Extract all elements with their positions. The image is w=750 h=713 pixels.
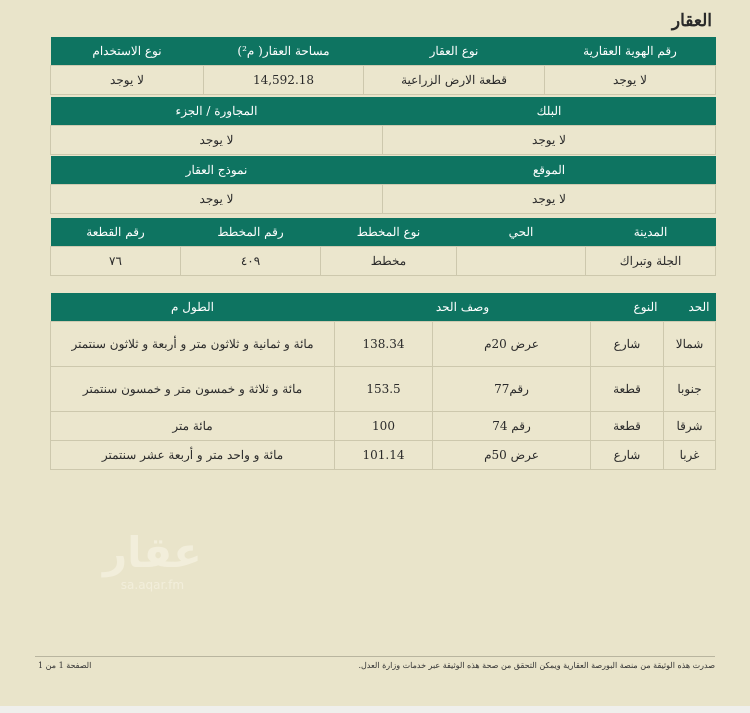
watermark-logo-text: عقار <box>103 528 202 577</box>
value-district <box>457 247 586 276</box>
header-location: الموقع <box>383 156 716 185</box>
footer-note: صدرت هذه الوثيقة من منصة البورصة العقارية ويمكن التحقق من صحة هذه الوثيقة عبر خدمات وزارة العدل. <box>358 661 715 670</box>
header-plan-type: نوع المخطط <box>321 218 457 247</box>
footer-divider <box>35 656 715 657</box>
cell-type: قطعة <box>591 412 664 441</box>
cell-length: 100 <box>335 412 433 441</box>
value-city: الجلة وتبراك <box>586 247 716 276</box>
value-location: لا يوجد <box>383 185 716 214</box>
table-header-row <box>51 218 716 247</box>
cell-description: رقم77 <box>433 367 591 412</box>
table-row <box>51 126 716 155</box>
header-property-area: مساحة العقار( م²) <box>204 37 364 66</box>
value-property-type: قطعة الارض الزراعية <box>364 66 545 95</box>
value-property-id: لا يوجد <box>545 66 716 95</box>
cell-type: شارع <box>591 322 664 367</box>
property-info-table <box>50 37 716 95</box>
table-row <box>51 185 716 214</box>
cell-side: جنوبا <box>664 367 716 412</box>
location-info-table <box>50 156 716 214</box>
table-header-row <box>51 37 716 66</box>
header-property-model: نموذج العقار <box>51 156 383 185</box>
value-plot-number: ٧٦ <box>51 247 181 276</box>
cell-side: شرقا <box>664 412 716 441</box>
table-header-row <box>51 156 716 185</box>
value-property-model: لا يوجد <box>51 185 383 214</box>
table-row <box>51 441 716 470</box>
cell-description: عرض 20م <box>433 322 591 367</box>
header-plot-number: رقم القطعة <box>51 218 181 247</box>
cell-side: شمالا <box>664 322 716 367</box>
cell-type: شارع <box>591 441 664 470</box>
value-plan-number: ٤٠٩ <box>181 247 321 276</box>
header-neighborhood-part: المجاورة / الجزء <box>51 97 383 126</box>
header-city: المدينة <box>586 218 716 247</box>
boundaries-table <box>50 293 716 470</box>
aqar-watermark <box>103 530 202 592</box>
header-property-type: نوع العقار <box>364 37 545 66</box>
value-neighborhood-part: لا يوجد <box>51 126 383 155</box>
header-description: وصف الحد <box>335 293 591 322</box>
header-side: الحد <box>664 293 716 322</box>
block-info-table <box>50 97 716 155</box>
cell-description: رقم 74 <box>433 412 591 441</box>
header-district: الحي <box>457 218 586 247</box>
page-number: الصفحة 1 من 1 <box>38 661 92 670</box>
section-title: العقار <box>671 11 712 31</box>
cell-length-text: مائة متر <box>51 412 335 441</box>
value-property-area: 14,592.18 <box>204 66 364 95</box>
watermark-url: sa.aqar.fm <box>120 578 185 592</box>
cell-length: 138.34 <box>335 322 433 367</box>
table-row <box>51 247 716 276</box>
table-row <box>51 322 716 367</box>
cell-description: عرض 50م <box>433 441 591 470</box>
header-usage-type: نوع الاستخدام <box>51 37 204 66</box>
header-block: البلك <box>383 97 716 126</box>
bottom-edge <box>0 706 750 713</box>
table-row <box>51 367 716 412</box>
cell-length: 153.5 <box>335 367 433 412</box>
header-type: النوع <box>591 293 664 322</box>
cell-side: غربا <box>664 441 716 470</box>
cell-type: قطعة <box>591 367 664 412</box>
value-usage-type: لا يوجد <box>51 66 204 95</box>
header-plan-number: رقم المخطط <box>181 218 321 247</box>
plan-info-table <box>50 218 716 276</box>
table-header-row <box>51 97 716 126</box>
cell-length-text: مائة و ثمانية و ثلاثون متر و أربعة و ثلاثون سنتمتر <box>51 322 335 367</box>
table-row <box>51 412 716 441</box>
table-header-row <box>51 293 716 322</box>
header-length: الطول م <box>51 293 335 322</box>
cell-length: 101.14 <box>335 441 433 470</box>
header-property-id: رقم الهوية العقارية <box>545 37 716 66</box>
cell-length-text: مائة و واحد متر و أربعة عشر سنتمتر <box>51 441 335 470</box>
table-row <box>51 66 716 95</box>
value-block: لا يوجد <box>383 126 716 155</box>
cell-length-text: مائة و ثلاثة و خمسون متر و خمسون سنتمتر <box>51 367 335 412</box>
value-plan-type: مخطط <box>321 247 457 276</box>
